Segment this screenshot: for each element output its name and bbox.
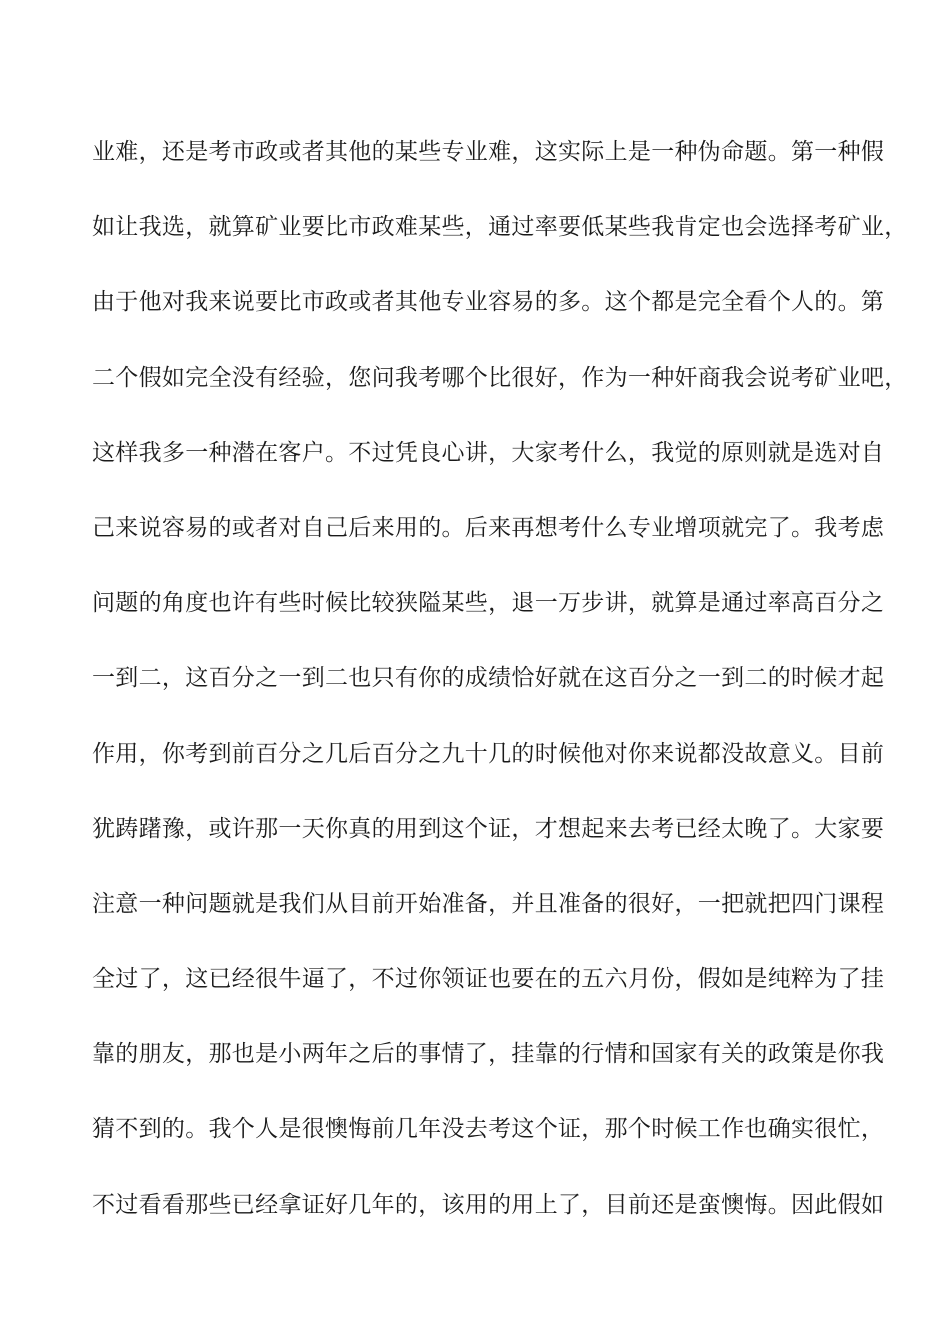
text-line: 不过看看那些已经拿证好几年的，该用的用上了，目前还是蛮懊悔。因此假如 xyxy=(92,1191,885,1218)
text-line: 业难，还是考市政或者其他的某些专业难，这实际上是一种伪命题。第一种假 xyxy=(92,139,885,165)
text-line: 一到二，这百分之一到二也只有你的成绩恰好就在这百分之一到二的时候才起 xyxy=(92,665,885,692)
text-line: 注意一种问题就是我们从目前开始准备，并且准备的很好，一把就把四门课程 xyxy=(92,890,885,917)
text-line: 如让我选，就算矿业要比市政难某些，通过率要低某些我肯定也会选择考矿业， xyxy=(92,214,908,241)
text-line: 作用，你考到前百分之几后百分之九十几的时候他对你来说都没故意义。目前 xyxy=(92,740,885,767)
text-line: 这样我多一种潜在客户。不过凭良心讲，大家考什么，我觉的原则就是选对自 xyxy=(92,439,885,466)
text-line: 靠的朋友，那也是小两年之后的事情了，挂靠的行情和国家有关的政策是你我 xyxy=(92,1041,885,1068)
text-line: 犹踌躇豫，或许那一天你真的用到这个证，才想起来去考已经太晚了。大家要 xyxy=(92,815,885,842)
text-line: 问题的角度也许有些时候比较狭隘某些，退一万步讲，就算是通过率高百分之 xyxy=(92,590,885,617)
body-text xyxy=(92,134,908,1262)
text-line: 二个假如完全没有经验，您问我考哪个比很好，作为一种奸商我会说考矿业吧， xyxy=(92,364,908,391)
text-line: 全过了，这已经很牛逼了，不过你领证也要在的五六月份，假如是纯粹为了挂 xyxy=(92,966,885,993)
text-line: 猜不到的。我个人是很懊悔前几年没去考这个证，那个时候工作也确实很忙， xyxy=(92,1116,885,1143)
text-line: 由于他对我来说要比市政或者其他专业容易的多。这个都是完全看个人的。第 xyxy=(92,289,885,316)
text-line: 己来说容易的或者对自己后来用的。后来再想考什么专业增项就完了。我考虑 xyxy=(92,514,885,541)
